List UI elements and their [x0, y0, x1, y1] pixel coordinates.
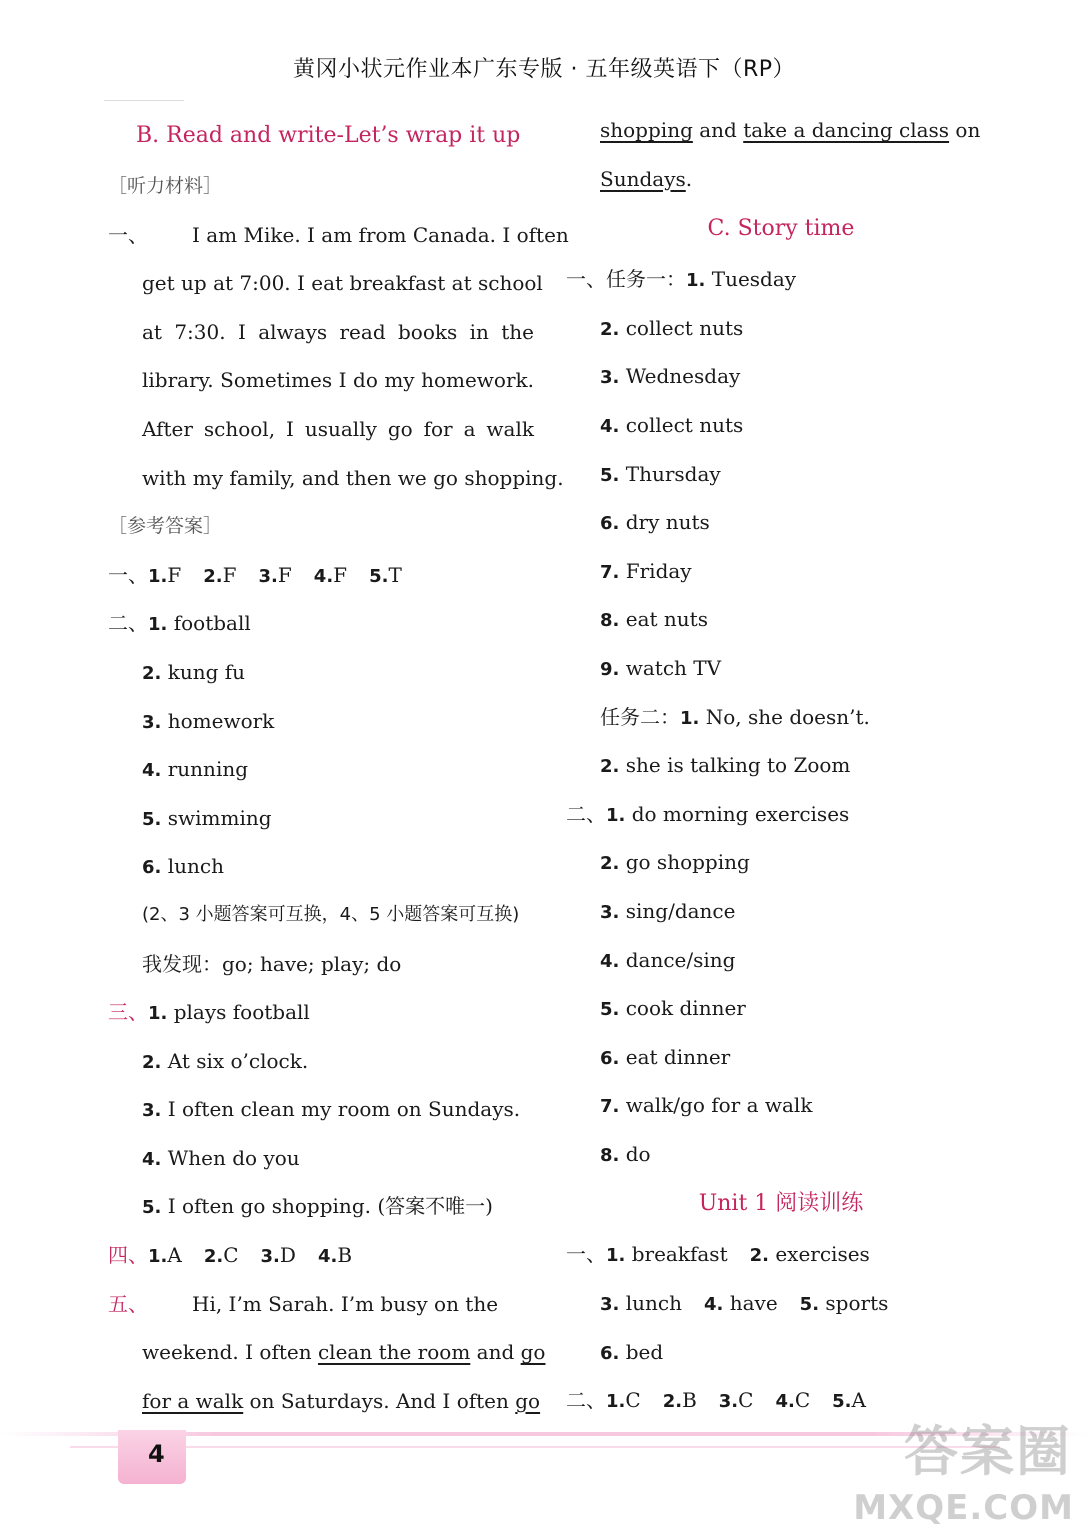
answer-label: ［参考答案］ — [108, 515, 223, 538]
watermark-url: MXQE.COM — [853, 1488, 1074, 1528]
reading-q2-answers: 二、1.C 2.B 3.C 4.C 5.A — [566, 1388, 866, 1413]
task1-item-7: 7. Friday — [600, 558, 692, 583]
page-header: 黄冈小状元作业本广东专版 · 五年级英语下（RP） — [292, 57, 796, 82]
task1-item-9: 9. watch TV — [600, 655, 722, 680]
listening-line-3: at 7:30. I always read books in the — [142, 319, 534, 344]
story-q2-item-4: 4. dance/sing — [600, 947, 736, 972]
right-column — [566, 106, 996, 1425]
q2-item-5: 5. swimming — [142, 805, 272, 830]
header-rule — [104, 100, 184, 101]
q2-item-6: 6. lunch — [142, 854, 224, 879]
reading-q1-row-2: 3. lunch 4. have 5. sports — [600, 1291, 889, 1316]
q2-discovery: 我发现：go; have; play; do — [142, 951, 402, 976]
story-q2-item-5: 5. cook dinner — [600, 996, 746, 1021]
story-q2-item-8: 8. do — [600, 1141, 651, 1166]
story-q2-item-7: 7. walk/go for a walk — [600, 1093, 813, 1118]
q5-cont-line-1: shopping and take a dancing class on — [600, 118, 981, 142]
task1-item-5: 5. Thursday — [600, 461, 721, 486]
task1-item-6: 6. dry nuts — [600, 510, 710, 535]
listening-line-4: library. Sometimes I do my homework. — [142, 368, 534, 393]
task1-item-2: 2. collect nuts — [600, 315, 744, 340]
q3-item-5: 5. I often go shopping. (答案不唯一) — [142, 1194, 493, 1219]
q2-item-1: 二、1. football — [108, 611, 251, 636]
listening-line-5: After school, I usually go for a walk — [142, 416, 534, 441]
q3-item-3: 3. I often clean my room on Sundays. — [142, 1097, 521, 1122]
left-column — [108, 110, 569, 1425]
story-q2-item-3: 3. sing/dance — [600, 898, 736, 923]
q5-line-1: 五、 Hi, I’m Sarah. I’m busy on the — [108, 1291, 499, 1316]
q5-cont-line-2: Sundays. — [600, 166, 693, 191]
listening-marker: 一、 — [108, 222, 148, 247]
q2-item-2: 2. kung fu — [142, 659, 246, 684]
listening-label: ［听力材料］ — [108, 175, 223, 197]
story-time-title: C. Story time — [707, 216, 855, 242]
story-q2-item-2: 2. go shopping — [600, 850, 750, 875]
listening-text: I am Mike. I am from Canada. I often — [192, 222, 569, 247]
footer-band-secondary — [70, 1446, 1000, 1448]
section-b-title: B. Read and write-Let’s wrap it up — [136, 123, 521, 148]
task1-item-3: 3. Wednesday — [600, 364, 741, 389]
q1-answers: 一、1.F 2.F 3.F 4.F 5.T — [108, 562, 402, 587]
q5-line-3: for a walk on Saturdays. And I often go — [142, 1388, 541, 1413]
task1-item-1: 一、任务一：1. Tuesday — [566, 267, 797, 292]
task1-item-8: 8. eat nuts — [600, 607, 708, 632]
q4-answers: 四、1.A 2.C 3.D 4.B — [108, 1243, 353, 1268]
q5-line-2: weekend. I often clean the room and go — [142, 1340, 546, 1365]
reading-q1-row-3: 6. bed — [600, 1339, 664, 1364]
story-q2-item-6: 6. eat dinner — [600, 1044, 731, 1069]
listening-line-1 — [108, 211, 569, 260]
q3-item-4: 4. When do you — [142, 1145, 300, 1170]
task2-item-2: 2. she is talking to Zoom — [600, 753, 851, 778]
reading-q1-row-1: 一、1. breakfast 2. exercises — [566, 1242, 870, 1267]
q2-note: (2、3 小题答案可互换，4、5 小题答案可互换) — [142, 903, 520, 925]
reading-title: Unit 1 阅读训练 — [698, 1191, 864, 1217]
q2-item-4: 4. running — [142, 757, 249, 782]
story-q2-item-1: 二、1. do morning exercises — [566, 801, 850, 826]
task2-item-1: 任务二：1. No, she doesn’t. — [600, 704, 870, 729]
listening-line-2: get up at 7:00. I eat breakfast at school — [142, 271, 543, 296]
q3-item-2: 2. At six o’clock. — [142, 1048, 309, 1073]
q3-item-1: 三、1. plays football — [108, 1000, 310, 1025]
task1-item-4: 4. collect nuts — [600, 412, 744, 437]
watermark-logo-text: 答案圈 — [904, 1420, 1072, 1483]
page-number: 4 — [148, 1440, 165, 1468]
listening-line-6: with my family, and then we go shopping. — [142, 465, 564, 490]
q2-item-3: 3. homework — [142, 708, 275, 733]
